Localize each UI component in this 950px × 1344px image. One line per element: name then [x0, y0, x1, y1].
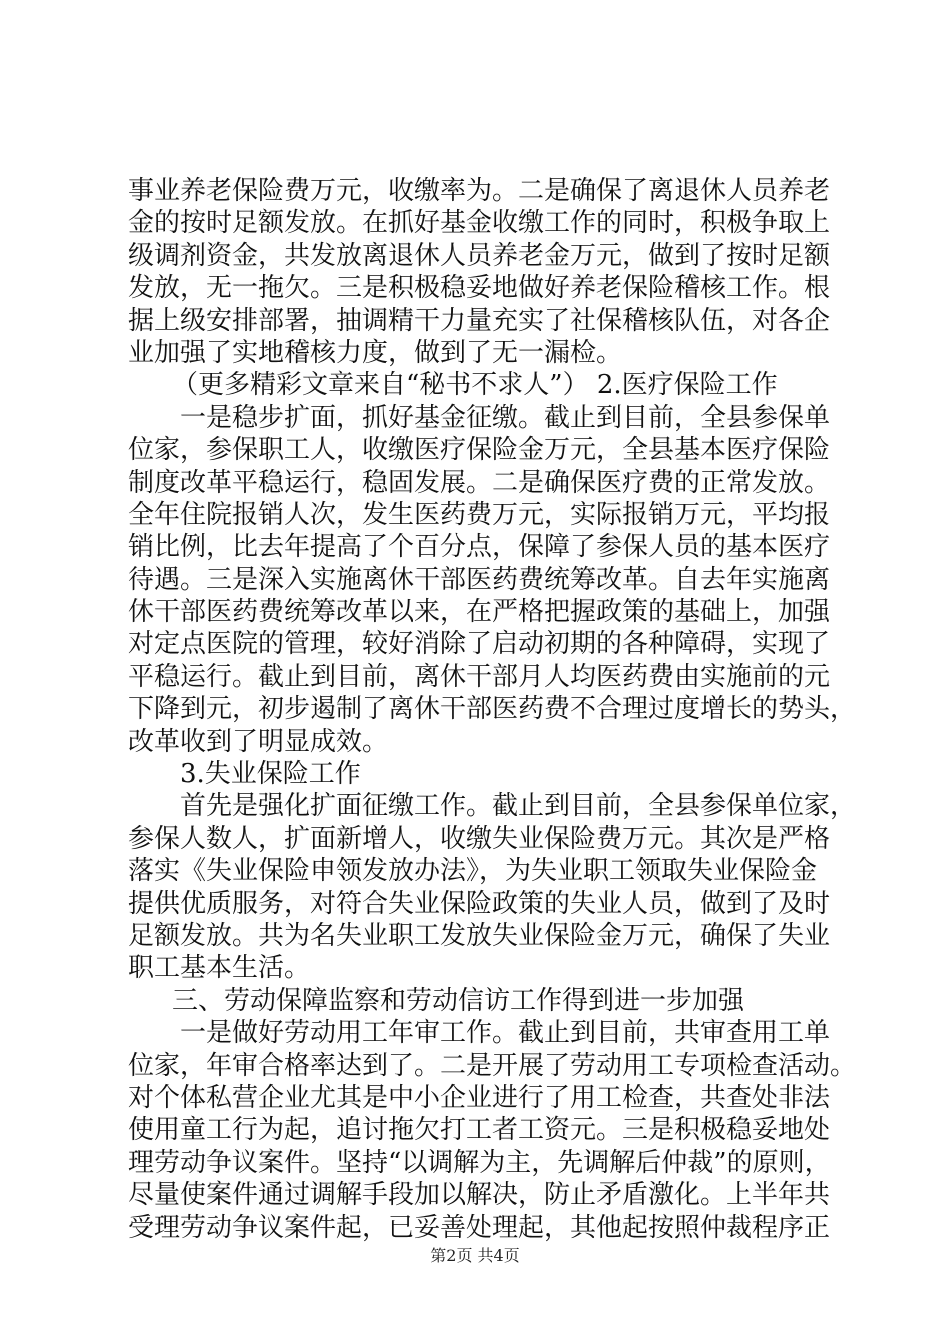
text-line: 平稳运行。截止到目前，离休干部月人均医药费由实施前的元	[128, 661, 831, 692]
text-line: 尽量使案件通过调解手段加以解决，防止矛盾激化。上半年共	[128, 1180, 831, 1211]
text-line: 对个体私营企业尤其是中小企业进行了用工检查，共查处非法	[128, 1082, 831, 1113]
text-line: 销比例，比去年提高了个百分点，保障了参保人员的基本医疗	[128, 532, 831, 563]
text-line: 全年住院报销人次，发生医药费万元，实际报销万元，平均报	[128, 499, 831, 530]
page-number-footer: 第2页 共4页	[430, 1246, 520, 1265]
text-line: 改革收到了明显成效。	[128, 726, 389, 757]
paragraph-start: 首先是强化扩面征缴工作。截止到目前，全县参保单位家，	[180, 791, 857, 822]
paragraph-start: 一是稳步扩面，抓好基金征缴。截止到目前，全县参保单	[180, 402, 831, 433]
text-line: 事业养老保险费万元，收缴率为。二是确保了离退休人员养老	[128, 176, 831, 206]
text-line: 据上级安排部署，抽调精干力量充实了社保稽核队伍，对各企	[128, 305, 831, 336]
text-line: 下降到元，初步遏制了离休干部医药费不合理过度增长的势头，	[128, 694, 857, 725]
text-line: 位家，年审合格率达到了。二是开展了劳动用工专项检查活动。	[128, 1050, 857, 1081]
section-heading-unemployment: 3.失业保险工作	[180, 759, 361, 790]
text-line: 级调剂资金，共发放离退休人员养老金万元，做到了按时足额	[128, 240, 831, 271]
paragraph-start: 一是做好劳动用工年审工作。截止到目前，共审查用工单	[180, 1018, 831, 1049]
text-line: 受理劳动争议案件起，已妥善处理起，其他起按照仲裁程序正	[128, 1212, 831, 1243]
text-line: 位家，参保职工人，收缴医疗保险金万元，全县基本医疗保险	[128, 435, 831, 466]
text-line: 职工基本生活。	[128, 953, 311, 984]
text-line: 发放，无一拖欠。三是积极稳妥地做好养老保险稽核工作。根	[128, 273, 831, 304]
text-line: 使用童工行为起，追讨拖欠打工者工资元。三是积极稳妥地处	[128, 1115, 831, 1146]
body-text	[128, 175, 857, 1244]
text-line: 理劳动争议案件。坚持“以调解为主，先调解后仲裁”的原则，	[128, 1147, 831, 1178]
text-line: 金的按时足额发放。在抓好基金收缴工作的同时，积极争取上	[128, 208, 831, 239]
section-heading-medical: （更多精彩文章来自“秘书不求人”） 2.医疗保险工作	[172, 370, 778, 401]
text-line: 足额发放。共为名失业职工发放失业保险金万元，确保了失业	[128, 920, 831, 951]
text-line: 提供优质服务，对符合失业保险政策的失业人员，做到了及时	[128, 888, 831, 919]
text-line: 对定点医院的管理，较好消除了启动初期的各种障碍，实现了	[128, 629, 831, 660]
text-line: 制度改革平稳运行，稳固发展。二是确保医疗费的正常发放。	[128, 467, 831, 498]
text-line: 休干部医药费统筹改革以来，在严格把握政策的基础上，加强	[128, 597, 831, 628]
text-line: 参保人数人，扩面新增人，收缴失业保险费万元。其次是严格	[128, 823, 831, 854]
text-line: 待遇。三是深入实施离休干部医药费统筹改革。自去年实施离	[128, 564, 831, 595]
text-line: 落实《失业保险申领发放办法》，为失业职工领取失业保险金	[128, 856, 818, 887]
text-line: 业加强了实地稽核力度，做到了无一漏检。	[128, 337, 623, 368]
section-heading-supervision: 三、劳动保障监察和劳动信访工作得到进一步加强	[172, 985, 745, 1016]
